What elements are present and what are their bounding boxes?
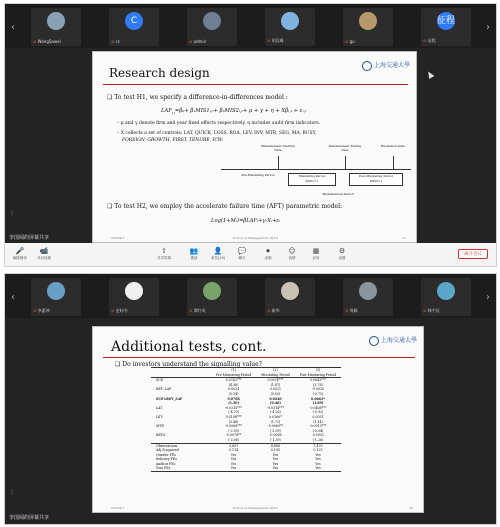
misstatement-period-label: Misstatement Period — [322, 192, 354, 196]
mic-muted-icon: ⊘ — [345, 39, 349, 44]
timeline-axis — [221, 169, 411, 170]
table-cell: -0.0052 — [311, 433, 325, 438]
toolbar-icon: 🎤 — [15, 247, 25, 255]
table-cell: Adj.R-squared — [156, 448, 179, 453]
toolbar-button[interactable] — [183, 246, 205, 261]
prev-arrow-icon[interactable]: ‹ — [11, 22, 15, 33]
timeline-tick — [393, 156, 394, 170]
toolbar-button[interactable] — [257, 246, 279, 261]
mic-muted-icon: ⊘ — [189, 308, 193, 313]
misstating-period-box: Misstating Period MIS1=1 — [288, 173, 336, 186]
avatar — [359, 282, 377, 300]
participant-tile[interactable] — [343, 8, 393, 46]
table-cell: 8,888 — [270, 443, 281, 448]
pre-period-label: Pre-Misstating Period — [241, 173, 275, 177]
next-arrow-icon[interactable]: › — [486, 22, 490, 33]
participant-name-text: WangSawei — [37, 39, 61, 44]
participant-name — [33, 308, 50, 314]
participant-name-text: 征程 — [427, 38, 436, 43]
toolbar-label: 成员(10) — [210, 256, 226, 260]
participant-tile[interactable] — [421, 8, 471, 46]
table-cell: (-2.09) — [270, 428, 281, 433]
table-cell: (-1.39) — [270, 437, 281, 442]
table-cell: (-2.59) — [228, 428, 239, 433]
timeline-end-label: Misstatement Ending Date — [328, 144, 362, 152]
mic-muted-icon: ⊘ — [189, 39, 193, 44]
mic-muted-icon: ⊘ — [423, 38, 427, 43]
table-cell: Yes — [230, 457, 237, 462]
participant-tile[interactable] — [421, 278, 471, 316]
table-row — [151, 466, 341, 471]
table-cell: LAT — [156, 405, 163, 410]
toolbar-icon: 👥 — [189, 247, 199, 255]
participant-tile[interactable] — [187, 8, 237, 46]
col-number: (2) — [273, 368, 278, 372]
participant-name — [111, 308, 128, 314]
col-number: (1) — [231, 368, 236, 372]
avatar: C — [125, 12, 143, 30]
table-cell: SUE×REV_LAF — [156, 396, 183, 401]
table-cell: -0.0069** — [267, 424, 284, 429]
participant-name — [267, 38, 284, 44]
toolbar-icon: 👤 — [213, 247, 223, 255]
toolbar-label: 聊天 — [238, 256, 246, 260]
toolbar-icon: ▦ — [312, 247, 320, 255]
table-cell: Yes — [315, 457, 321, 462]
equation-2: Log(1+Mᵢ)=βLAFᵢ+γ·Xᵢ+εᵢ — [211, 218, 281, 224]
table-cell: Yes — [272, 461, 279, 466]
avatar — [125, 282, 143, 300]
table-cell: 0.195 — [270, 448, 281, 453]
table-cell: 0.0240 — [269, 396, 282, 401]
toolbar-label: 录制 — [264, 256, 272, 260]
participant-name-text: 韩宇辰 — [427, 308, 440, 313]
toolbar-button[interactable] — [305, 246, 327, 261]
table-cell: Quarter FEs — [156, 452, 176, 457]
table-cell: (1.89) — [312, 401, 324, 406]
slide-title: Research design — [109, 66, 210, 80]
table-cell: Auditor FEs — [156, 461, 176, 466]
table-cell: (-4.70) — [228, 410, 239, 415]
table-cell: (-2.06) — [228, 437, 239, 442]
toolbar-icon: 📹 — [39, 247, 49, 255]
slide-page-number: 21 — [402, 236, 406, 240]
participant-name — [423, 308, 440, 314]
toolbar-button[interactable] — [331, 246, 353, 261]
next-arrow-icon[interactable]: › — [486, 292, 490, 303]
slide-sub-bullet-1: – μ and γ denote firm and year fixed effects respectively. η includes audit firm indicators. — [117, 121, 321, 126]
table-cell: -0.0068*** — [225, 424, 243, 429]
meeting-toolbar — [5, 243, 496, 266]
shared-slide — [92, 51, 417, 243]
participant-name — [111, 39, 120, 44]
meeting-window-top — [4, 3, 497, 267]
table-cell: Yes — [230, 452, 237, 457]
column-header: Pre-Misstating Period — [216, 372, 252, 377]
toolbar-button[interactable] — [33, 246, 55, 261]
title-underline — [103, 357, 415, 358]
title-underline — [103, 84, 408, 85]
participant-tile[interactable] — [31, 8, 81, 46]
university-logo: 上海交通大學 — [369, 335, 417, 346]
participant-name — [423, 38, 436, 44]
table-cell: (4.56) — [228, 382, 239, 387]
mic-muted-icon: ⊘ — [423, 308, 427, 313]
table-cell: 0.125 — [313, 448, 323, 453]
avatar — [203, 282, 221, 300]
table-cell: 7,470 — [313, 443, 323, 448]
toolbar-label: 开启视频 — [37, 256, 51, 260]
table-cell: (3.48) — [228, 419, 239, 424]
table-cell: 0.0031 — [312, 414, 324, 419]
slide-footer-date: 2022/4/7 — [111, 506, 125, 510]
toolbar-label: 解除静音 — [13, 256, 27, 260]
meeting-window-bottom — [4, 273, 497, 525]
participant-name — [33, 39, 61, 44]
slide-footer-date: 2022/4/7 — [111, 236, 125, 240]
table-cell: (1.50) — [228, 401, 239, 406]
screen-share-status: 李国阅的屏幕共享 — [9, 515, 50, 521]
table-cell: (-4.26) — [270, 410, 281, 415]
prev-arrow-icon[interactable]: ‹ — [11, 292, 15, 303]
avatar: 征程 — [437, 12, 455, 30]
toolbar-button[interactable] — [281, 246, 303, 261]
table-cell: Yes — [230, 466, 237, 471]
table-cell: (-5.92) — [312, 410, 324, 415]
participant-name — [345, 39, 355, 44]
avatar — [359, 12, 377, 30]
screen-share-status: 李国阅的屏幕共享 — [9, 235, 50, 241]
table-cell: (0.54) — [228, 391, 239, 396]
mic-muted-icon: ⊘ — [33, 39, 37, 44]
table-cell: -0.0078** — [225, 433, 242, 438]
table-cell: Yes — [272, 466, 279, 471]
table-cell: (1.72) — [270, 419, 281, 424]
toolbar-icon: ☺ — [288, 247, 296, 255]
participant-name-text: 谭红英 — [193, 308, 206, 313]
table-cell: Yes — [230, 461, 237, 466]
participant-name-text: 史昀书 — [115, 308, 128, 313]
table-cell: -0.0215*** — [225, 405, 243, 410]
column-header: Post-Misstating Period — [299, 372, 337, 377]
toolbar-label: 设置 — [338, 256, 346, 260]
toolbar-button[interactable] — [153, 246, 175, 261]
participant-name — [189, 39, 206, 44]
participant-tile[interactable] — [109, 278, 159, 316]
mic-muted-icon: ⊘ — [267, 38, 271, 43]
timeline-tick — [278, 156, 279, 170]
equation-1: $LAF_{i,t}=\beta_0+$ β₁MIS1ᵢ,ₜ+ β₂MIS2ᵢ,ₜ+ μ + γ + η + Xβᵢ,ₜ + εᵢ,ₜ — [161, 108, 307, 116]
timeline-start-label: Misstatement Starting Date — [260, 144, 296, 152]
table-cell: 0.0024 — [228, 387, 240, 392]
mic-muted-icon: ⊘ — [345, 308, 349, 313]
university-logo: 上海交通大學 — [362, 60, 410, 71]
table-cell: 0.0643*** — [309, 378, 326, 383]
participant-tile[interactable] — [265, 278, 315, 316]
slide-question: ❑ Do investors understand the signalling value? — [115, 361, 262, 368]
table-cell: -0.0058 — [269, 433, 282, 438]
toolbar-icon: 💬 — [237, 247, 247, 255]
more-dots-icon[interactable]: ⋮ — [9, 210, 15, 217]
participant-name — [345, 308, 358, 314]
table-cell: Industry FEs — [156, 457, 177, 462]
table-cell: 0.114 — [229, 448, 239, 453]
table-cell: Yes — [315, 452, 321, 457]
table-cell: (3.78) — [313, 382, 323, 387]
table-cell: (1.87) — [270, 382, 281, 387]
participant-strip — [5, 274, 496, 318]
table-cell: -0.0020 — [311, 387, 325, 392]
mic-muted-icon: ⊘ — [33, 308, 37, 313]
participant-name — [267, 308, 280, 314]
participant-name-text: admin — [193, 39, 207, 44]
col-number: (3) — [315, 368, 321, 372]
slide-page-number: 26 — [409, 506, 413, 510]
toolbar-button[interactable] — [207, 246, 229, 261]
mic-muted-icon: ⊘ — [267, 308, 271, 313]
mic-muted-icon: ⊘ — [111, 39, 115, 44]
table-cell: LEV — [156, 414, 163, 419]
table-cell: SUE — [156, 378, 164, 383]
table-cell: 9,801 — [229, 443, 239, 448]
table-cell: (-5.04) — [312, 428, 324, 433]
table-cell: -0.0013*** — [309, 424, 327, 429]
results-table — [151, 367, 341, 472]
participant-name-text: 新华 — [271, 308, 280, 313]
mouse-cursor-icon — [426, 70, 435, 79]
table-cell: 0.0768 — [227, 396, 240, 401]
table-cell: Observations — [156, 443, 178, 448]
participant-name-text: 周颖 — [349, 308, 358, 313]
participant-tile[interactable] — [187, 278, 237, 316]
table-cell: 0.0021 — [269, 387, 282, 392]
toolbar-button[interactable] — [231, 246, 253, 261]
table-cell: Yes — [315, 461, 321, 466]
table-cell: (0.46) — [270, 401, 281, 406]
shared-slide — [92, 326, 424, 513]
avatar — [281, 12, 299, 30]
table-cell: 0.0198*** — [225, 414, 242, 419]
table-cell: (0.50) — [270, 391, 281, 396]
table-cell: Yes — [272, 452, 279, 457]
participant-name-text: cc — [115, 39, 121, 44]
table-cell: 0.0742*** — [225, 378, 242, 383]
avatar — [47, 12, 65, 30]
table-cell: Yes — [272, 457, 279, 462]
mic-muted-icon: ⊘ — [111, 308, 115, 313]
table-cell: 0.0166* — [269, 414, 282, 419]
participant-tile[interactable] — [265, 8, 315, 46]
participant-name — [189, 308, 206, 314]
table-cell: Year FEs — [156, 466, 171, 471]
avatar — [281, 282, 299, 300]
table-cell: -0.0314*** — [266, 405, 284, 410]
participant-tile[interactable] — [343, 278, 393, 316]
table-cell: (1.14) — [313, 419, 323, 424]
participant-strip — [5, 4, 496, 48]
slide-sub-bullet-2-cont: FOREIGN, GROWTH, FIRST, TENURE, ICW. — [122, 138, 224, 143]
table-cell: 0.0974*** — [267, 378, 284, 383]
column-header: Misstating Period — [261, 372, 290, 377]
table-cell: (-1.26) — [312, 437, 324, 442]
table-cell: (-0.75) — [312, 391, 324, 396]
toolbar-label: 表情 — [288, 256, 296, 260]
toolbar-icon: ⚙ — [338, 247, 346, 255]
table-cell: -0.0468*** — [309, 405, 327, 410]
toolbar-label: 邀请 — [190, 256, 198, 260]
avatar — [47, 282, 65, 300]
avatar — [437, 282, 455, 300]
participant-tile[interactable] — [109, 8, 159, 46]
toolbar-label: 共享屏幕 — [157, 256, 171, 260]
participant-name-text: 李惠琴 — [37, 308, 50, 313]
table-cell: Yes — [315, 466, 321, 471]
table-cell: BETA — [156, 433, 165, 438]
timeline-tick — [345, 156, 346, 170]
more-dots-icon[interactable]: ⋮ — [9, 489, 15, 496]
toolbar-icon: ⏺ — [266, 247, 270, 255]
timeline-revelation-label: Revelation Date — [380, 144, 406, 148]
slide-bullet-h1: ❑ To test H1, we specify a difference-in-differences model : — [107, 94, 288, 101]
slide-footer-school: School of Management, XJTU — [233, 236, 278, 240]
slide-sub-bullet-2: – X collects a set of controls: LAT, QUICK, LOSS, ROA, LEV, INV, MTR, SEG, MA, BUSY, — [117, 131, 317, 136]
participant-name-text: 胡汉峰 — [271, 38, 284, 43]
slide-bullet-h2: ❑ To test H2, we employ the accelerate failure time (AFT) parametric model: — [107, 203, 343, 210]
table-cell: MTR — [156, 424, 164, 429]
slide-footer-school: School of Management, XJTU — [233, 506, 278, 510]
avatar — [203, 12, 221, 30]
slide-title: Additional tests, cont. — [111, 339, 267, 355]
participant-name-text: gu — [349, 39, 355, 44]
toolbar-icon: ⇧ — [161, 247, 167, 255]
toolbar-label: 应用 — [312, 256, 320, 260]
table-cell: 0.0663* — [311, 396, 325, 401]
participant-tile[interactable] — [31, 278, 81, 316]
leave-meeting-button[interactable]: 离开会议 — [458, 249, 488, 259]
toolbar-button[interactable] — [9, 246, 31, 261]
post-period-box: Post-Misstating Period MIS2=1 — [349, 173, 403, 186]
table-cell: REV_LAF — [156, 387, 172, 392]
